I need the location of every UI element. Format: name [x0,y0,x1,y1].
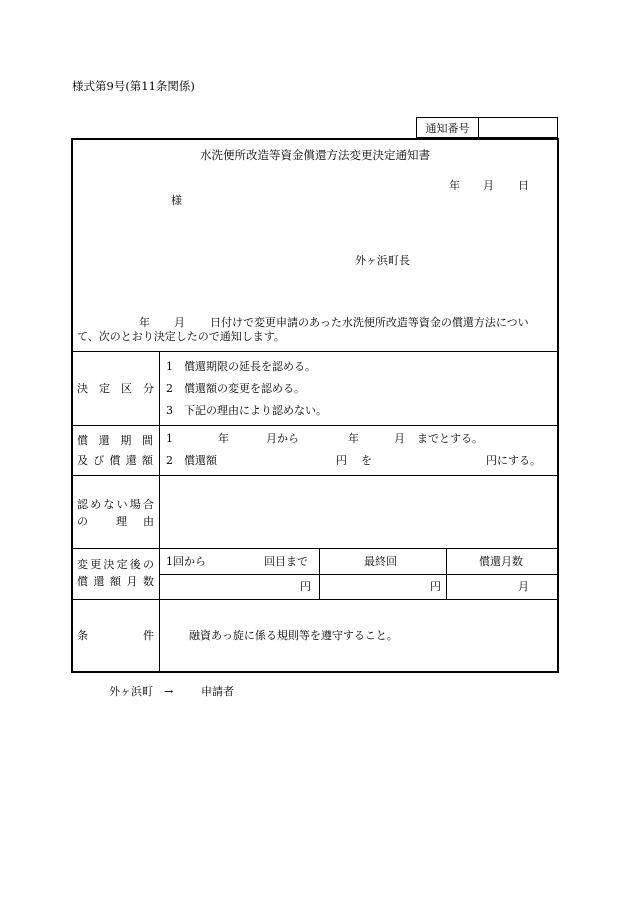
divider-schedule-top [72,548,558,549]
schedule-unit-yen-1: 円 [300,580,311,593]
notice-number-box [416,117,558,138]
notice-number-label: 通知番号 [417,118,479,137]
period-label-line1: 償 還 期 間 [77,434,153,447]
divider-reason-top [72,475,558,476]
decision-option-2-num: 2 [166,382,173,395]
period-label-line2: 及 び 償 還 額 [77,454,153,467]
schedule-col-divider-1 [319,548,320,599]
condition-text: 融資あっ旋に係る規則等を遵守すること。 [189,629,398,642]
date-day: 日 [518,179,529,192]
body-month: 月 [174,316,185,329]
schedule-months-header: 償還月数 [479,555,523,568]
divider-schedule-mid [159,574,558,575]
body-line1: 日付けで変更申請のあった水洗便所改造等資金の償還方法につい [210,316,529,329]
issuer-name: 外ヶ浜町長 [355,254,410,267]
period-end-month: 月 [394,432,405,445]
schedule-unit-month: 月 [518,580,529,593]
reason-label-line1: 認 め な い 場 合 [77,498,154,511]
reason-label-line2: の 理 由 [77,515,154,528]
schedule-col-divider-2 [446,548,447,599]
body-line2: て、次のとおり決定したので通知します。 [77,330,285,343]
divider-period-top [72,425,558,426]
routing-to: 申請者 [201,685,234,698]
period-end-text: までとする。 [417,432,483,445]
date-month: 月 [483,179,494,192]
routing-arrow-icon: → [164,685,174,698]
schedule-final-installment: 最終回 [364,555,397,568]
body-year: 年 [139,316,150,329]
schedule-to-installment: 回目まで [264,555,308,568]
period-line1-num: 1 [166,432,173,445]
divider-condition-top [72,599,558,600]
period-start-month: 月から [266,432,299,445]
notice-number-field[interactable] [479,118,557,137]
decision-label: 決 定 区 分 [77,382,154,395]
schedule-from-installment: 1回から [166,555,206,568]
period-line2-num: 2 [166,454,173,467]
condition-label: 条 件 [77,629,154,642]
period-end-year: 年 [348,432,359,445]
schedule-label-line1: 変 更 決 定 後 の [77,558,154,571]
routing-from: 外ヶ浜町 [109,685,153,698]
decision-option-1-num: 1 [166,360,173,373]
period-start-year: 年 [218,432,229,445]
amount-wo: を [361,454,372,467]
document-title: 水洗便所改造等資金償還方法変更決定通知書 [200,148,430,162]
date-year: 年 [449,179,460,192]
amount-new-text: 円にする。 [486,454,541,467]
decision-option-3: 下記の理由により認めない。 [184,404,327,417]
decision-option-2: 償還額の変更を認める。 [184,382,305,395]
amount-old-yen: 円 [336,454,347,467]
recipient-suffix: 様 [171,194,182,207]
schedule-label-line2: 償 還 額 月 数 [77,575,154,588]
form-number-label: 様式第9号(第11条関係) [72,79,195,93]
amount-label: 償還額 [184,454,217,467]
divider-decision-top [72,351,558,352]
label-column-divider [159,351,160,672]
schedule-unit-yen-2: 円 [430,580,441,593]
decision-option-1: 償還期限の延長を認める。 [184,360,316,373]
decision-option-3-num: 3 [166,404,173,417]
